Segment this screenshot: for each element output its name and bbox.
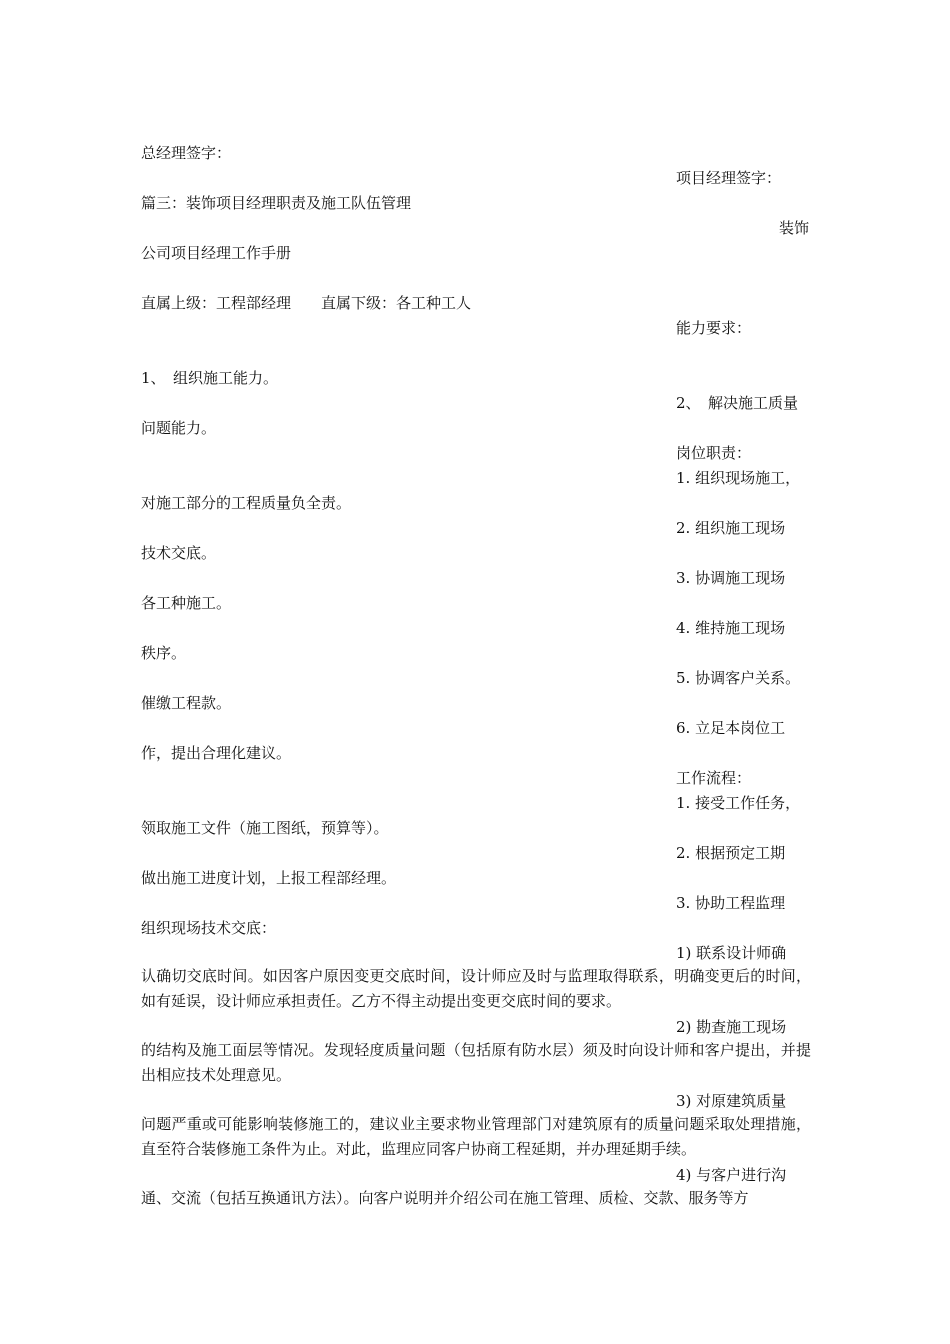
duty-item-6-start: 6. 立足本岗位工 [676, 719, 786, 737]
gm-signature: 总经理签字： [141, 144, 232, 162]
sub-item-4-body: 通、交流（包括互换通讯方法）。向客户说明并介绍公司在施工管理、质检、交款、服务等方 [141, 1189, 749, 1207]
flow-item-1-start: 1. 接受工作任务， [676, 794, 801, 812]
duty-item-3-end: 各工种施工。 [141, 594, 232, 612]
sub-item-3-body: 问题严重或可能影响装修施工的，建议业主要求物业管理部门对建筑原有的质量问题采取处理措施，直至符合装修施工条件为止。对此，监理应同客户协商工程延期，并办理延期手续。 [141, 1115, 811, 1158]
duty-item-2-end: 技术交底。 [141, 544, 217, 562]
ability-heading: 能力要求： [676, 319, 752, 337]
flow-item-2-start: 2. 根据预定工期 [676, 844, 786, 862]
flow-item-3-end: 组织现场技术交底： [141, 919, 277, 937]
duty-item-6-end: 作，提出合理化建议。 [141, 744, 292, 762]
duty-item-2-start: 2. 组织施工现场 [676, 519, 786, 537]
ability-item-1: 1、 组织施工能力。 [141, 369, 279, 387]
flow-heading: 工作流程： [676, 769, 752, 787]
reporting-line: 直属上级：工程部经理 直属下级：各工种工人 [141, 294, 472, 312]
duty-item-1-end: 对施工部分的工程质量负全责。 [141, 494, 352, 512]
ability-item-2-start: 2、 解决施工质量 [676, 394, 799, 412]
sub-item-2-start: 2) 勘查施工现场 [676, 1018, 787, 1036]
handbook-title: 公司项目经理工作手册 [141, 244, 292, 262]
ability-item-2-end: 问题能力。 [141, 419, 217, 437]
pm-signature: 项目经理签字： [676, 169, 782, 187]
duty-item-5-start: 5. 协调客户关系。 [676, 669, 801, 687]
flow-item-2-end: 做出施工进度计划，上报工程部经理。 [141, 869, 397, 887]
sub-item-4-start: 4) 与客户进行沟 [676, 1166, 787, 1184]
duty-heading: 岗位职责： [676, 444, 752, 462]
duty-item-4-end: 秩序。 [141, 644, 187, 662]
flow-item-3-start: 3. 协助工程监理 [676, 894, 786, 912]
chapter-title-tail: 装饰 [778, 219, 809, 237]
duty-item-3-start: 3. 协调施工现场 [676, 569, 786, 587]
sub-item-2-body: 的结构及施工面层等情况。发现轻度质量问题（包括原有防水层）须及时向设计师和客户提出，并提出相应技术处理意见。 [141, 1041, 811, 1084]
sub-item-1-start: 1) 联系设计师确 [676, 944, 787, 962]
duty-item-5-end: 催缴工程款。 [141, 694, 232, 712]
flow-item-1-end: 领取施工文件（施工图纸，预算等）。 [141, 819, 389, 837]
sub-item-1-body: 认确切交底时间。如因客户原因变更交底时间，设计师应及时与监理取得联系，明确变更后的时间，如有延误，设计师应承担责任。乙方不得主动提出变更交底时间的要求。 [141, 967, 811, 1010]
duty-item-1-start: 1. 组织现场施工， [676, 469, 801, 487]
duty-item-4-start: 4. 维持施工现场 [676, 619, 786, 637]
sub-item-3-start: 3) 对原建筑质量 [676, 1092, 787, 1110]
chapter-title: 篇三：装饰项目经理职责及施工队伍管理 [141, 194, 412, 212]
